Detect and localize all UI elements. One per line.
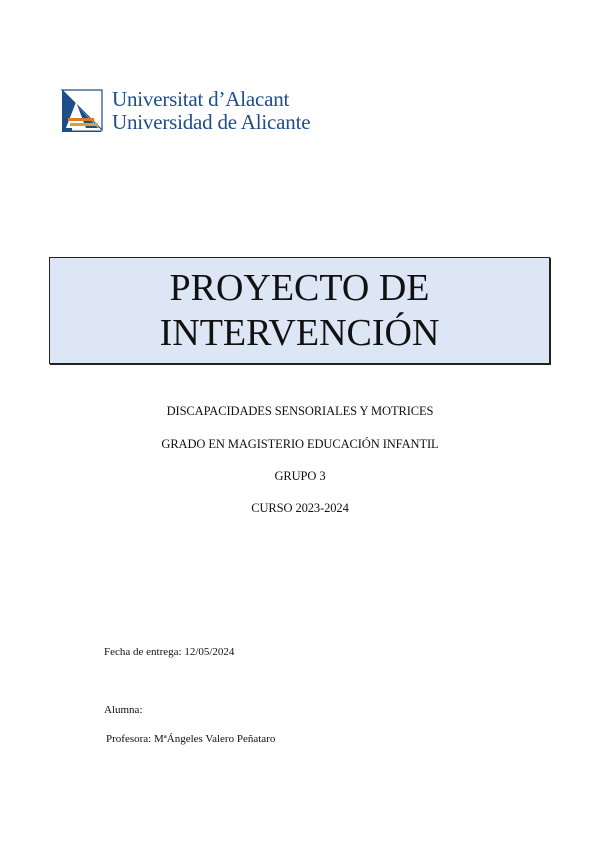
degree-name: GRADO EN MAGISTERIO EDUCACIÓN INFANTIL — [161, 437, 439, 451]
university-name-valencian: Universitat d’Alacant — [112, 87, 290, 111]
course-label: CURSO 2023-2024 — [251, 501, 349, 515]
university-logo — [60, 88, 310, 134]
professor-label: Profesora: MªÁngeles Valero Peñataro — [106, 733, 276, 745]
title-line-1: PROYECTO DE — [169, 266, 430, 309]
student-label: Alumna: — [104, 704, 143, 716]
delivery-date: Fecha de entrega: 12/05/2024 — [104, 646, 235, 658]
university-name — [112, 88, 310, 134]
university-name-spanish: Universidad de Alicante — [112, 110, 311, 134]
university-emblem-icon — [60, 88, 104, 134]
title-line-2: INTERVENCIÓN — [159, 311, 440, 354]
subject-name: DISCAPACIDADES SENSORIALES Y MOTRICES — [166, 404, 434, 418]
title-box — [49, 257, 550, 364]
group-label: GRUPO 3 — [274, 469, 326, 483]
